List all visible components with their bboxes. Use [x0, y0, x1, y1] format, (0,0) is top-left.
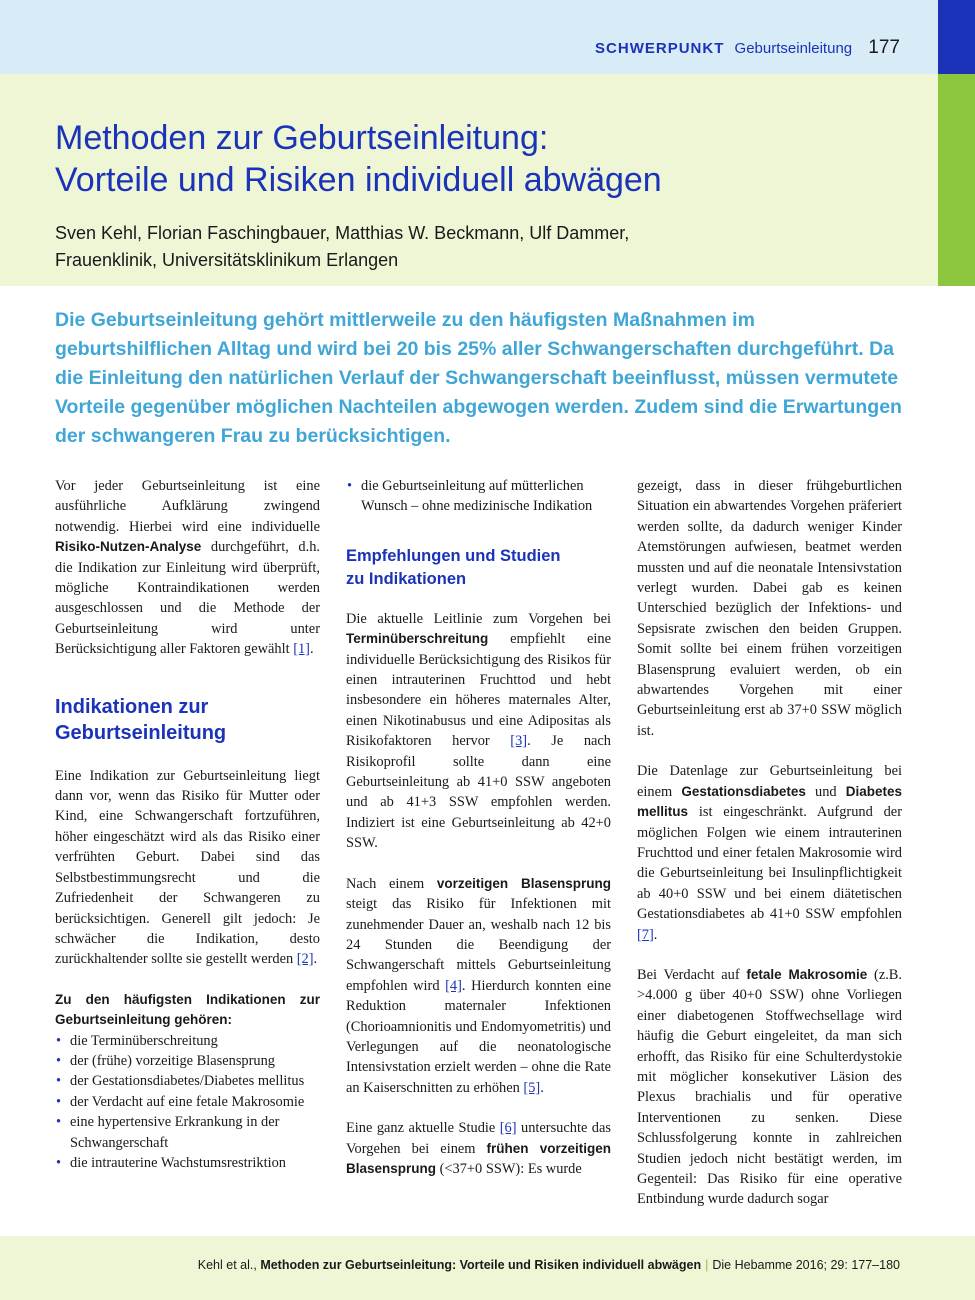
list-item: • der (frühe) vorzeitige Blasensprung	[55, 1051, 320, 1071]
list-item: • der Verdacht auf eine fetale Makrosomie	[55, 1092, 320, 1112]
footer-authors: Kehl et al.,	[197, 1258, 261, 1272]
footer-journal: Die Hebamme 2016; 29: 177–180	[712, 1258, 900, 1272]
authors-line: Sven Kehl, Florian Faschingbauer, Matthias W. Beckmann, Ulf Dammer,	[55, 223, 630, 243]
keyword: Risiko-Nutzen-Analyse	[55, 539, 202, 555]
reference-link[interactable]: [4]	[445, 977, 462, 994]
bullet-icon: •	[56, 1114, 62, 1131]
list-item: • der Gestationsdiabetes/Diabetes mellitus	[55, 1071, 320, 1091]
list-item: • die Terminüberschreitung	[55, 1031, 320, 1051]
running-head	[595, 38, 900, 59]
author-block	[55, 220, 915, 274]
body-paragraph: Die Datenlage zur Geburtseinleitung bei einem Gestationsdiabetes und Diabetes mellitus ist eingeschränkt. Aufgrund der möglichen Folgen wie einem intrauterinen Fruchttod und einer fetalen Makrosomie wird die Geburtseinleitung bei Insulinpflichtigkeit ab 40+0 SSW und bei einem diätetischen Gestationsdiabetes ab 41+0 SSW empfohlen [7].	[637, 763, 903, 943]
page-number: 177	[868, 37, 900, 58]
keyword: vorzeitigen Blasensprung	[436, 875, 611, 891]
body-paragraph: Die aktuelle Leitlinie zum Vorgehen bei Terminüberschreitung empfiehlt eine individuelle Berücksichtigung des Risikos für einen intrauterinen Fruchttod und hebt insbesondere ein höheres maternales Alter, einen Nikotinabusus und eine Adipositas als Risikofaktoren hervor [3]. Je nach Risikoprofil sollte dann eine Geburtseinleitung ab 41+0 SSW angeboten und ab 41+3 SSW empfohlen werden. Indiziert ist eine Geburtseinleitung ab 42+0 SSW.	[346, 610, 611, 852]
title-line-1: Methoden zur Geburtseinleitung:	[55, 119, 549, 157]
body-paragraph: Eine Indikation zur Geburtseinleitung liegt dann vor, wenn das Risiko für Mutter oder Kind, eine Schwangerschaft fortzuführen, höher eingeschätzt wird als das Risiko einer verfrühten Geburt. Dabei sind das Selbstbestimmungsrecht und die Zufriedenheit der Schwangeren zu berücksichtigen. Generell gilt jedoch: Je schwächer die Indikation, desto zurückhaltender sollte sie gestellt werden [2].	[55, 767, 320, 968]
keyword: Diabetes mellitus	[637, 783, 903, 820]
reference-link[interactable]: [7]	[637, 926, 654, 943]
list-item: • die intrauterine Wachstumsrestriktion	[55, 1153, 320, 1173]
indications-list	[55, 1031, 320, 1174]
reference-link[interactable]: [6]	[499, 1120, 517, 1137]
keyword: Terminüberschreitung	[346, 631, 489, 647]
header-band	[0, 0, 938, 74]
body-paragraph: Bei Verdacht auf fetale Makrosomie (z.B. >4.000 g über 40+0 SSW) ohne Vorliegen einer diabetogenen Stoffwechsellage wird häufig die Geburt eingeleitet, da man sich erhofft, das Risiko für eine Schulterdystokie mit möglicher konsekutiver Läsion des Plexus brachialis und für operative Interventionen zu senken. Diese Schlussfolgerung konnte in zahlreichen Studien jedoch nicht bestätigt werden, im Gegenteil: Das Risiko für eine operative Entbindung wurde dadurch sogar	[637, 966, 903, 1208]
keyword: fetale Makrosomie	[746, 966, 868, 982]
lead-paragraph: Die Geburtseinleitung gehört mittlerweile zu den häufigsten Maßnahmen im geburtshilflichen Alltag und wird bei 20 bis 25% aller Schwangerschaften durchgeführt. Da die Einleitung den natürlichen Verlauf der Schwangerschaft beeinflusst, müssen vermutete Vorteile gegenüber möglichen Nachteilen abgewogen werden. Zudem sind die Erwartungen der schwangeren Frau zu berücksichtigen.	[55, 309, 902, 447]
bullet-icon: •	[56, 1073, 62, 1090]
page-footer	[198, 1256, 900, 1274]
section-tab-green	[938, 74, 975, 286]
bullet-icon: •	[56, 1032, 62, 1049]
bullet-icon: •	[56, 1093, 62, 1110]
footer-separator: |	[705, 1258, 709, 1272]
affiliation-line: Frauenklinik, Universitätsklinikum Erlangen	[55, 250, 399, 270]
article-title	[55, 117, 915, 201]
list-heading: Zu den häufigsten Indikationen zur Geburtseinleitung gehören:	[55, 991, 320, 1028]
running-head-section: SCHWERPUNKT	[595, 40, 725, 57]
reference-link[interactable]: [5]	[523, 1079, 541, 1096]
keyword: Gestationsdiabetes	[681, 783, 806, 799]
section-tab-blue	[938, 0, 975, 74]
column-3	[637, 476, 902, 1210]
bullet-icon: •	[347, 478, 353, 494]
title-line-2: Vorteile und Risiken individuell abwägen	[55, 161, 662, 199]
indications-list-continued	[346, 476, 611, 517]
list-item: • eine hypertensive Erkrankung in der Schwangerschaft	[56, 1114, 280, 1151]
bullet-icon: •	[56, 1154, 62, 1171]
footer-title: Methoden zur Geburtseinleitung: Vorteile und Risiken individuell abwägen	[260, 1258, 702, 1272]
body-paragraph: Eine ganz aktuelle Studie [6] untersuchte das Vorgehen bei einem frühen vorzeitigen Blasensprung (<37+0 SSW): Es wurde	[346, 1120, 611, 1177]
body-paragraph: gezeigt, dass in dieser frühgeburtlichen Situation ein abwartendes Vorgehen präferiert werden sollte, da dadurch weniger Kinder Atemstörungen aufwiesen, beatmet werden mussten und auf die neonatale Intensivstation verlegt wurden. Dabei gab es keinen Unterschied bezüglich der Infektions- und Sepsisrate zwischen den beiden Gruppen. Somit sollte bei einem frühen vorzeitigen Blasensprung evaluiert werden, ob ein abwartendes Vorgehen mit einer Geburtseinleitung erst ab 37+0 SSW möglich ist.	[637, 478, 902, 739]
reference-link[interactable]: [3]	[510, 733, 528, 750]
list-item: • die Geburtseinleitung auf mütterlichen Wunsch – ohne medizinische Indikation	[347, 478, 593, 515]
intro-paragraph: Vor jeder Geburtseinleitung ist eine ausführliche Aufklärung zwingend notwendig. Hierbei wird eine individuelle Risiko-Nutzen-Analyse durchgeführt, d.h. die Indikation zur Einleitung wird überprüft, mögliche Kontraindikationen werden ausgeschlossen und die Methode der Geburtseinleitung wird unter Berücksichtigung aller Faktoren gewählt [1].	[55, 478, 320, 658]
section-heading-recommendations: Empfehlungen und Studien zu Indikationen	[346, 546, 561, 588]
reference-link[interactable]: [2]	[296, 951, 314, 968]
section-heading-indications: Indikationen zur Geburtseinleitung	[55, 695, 227, 744]
running-head-topic: Geburtseinleitung	[734, 40, 853, 57]
column-2	[346, 476, 611, 1179]
bullet-icon: •	[56, 1052, 62, 1069]
keyword: frühen vorzeitigen Blasensprung	[346, 1140, 611, 1176]
column-1	[55, 476, 320, 1173]
body-paragraph: Nach einem vorzeitigen Blasensprung steigt das Risiko für Infektionen mit zunehmender Dauer an, weshalb nach 12 bis 24 Stunden die Beendigung der Schwangerschaft mittels Geburtseinleitung empfohlen wird [4]. Hierdurch konnten eine Reduktion maternaler Infektionen (Chorioamnionitis und Endomyometritis) und Verlegungen auf die neonatologische Intensivstation erzielt werden – ohne die Rate an Kaiserschnitten zu erhöhen [5].	[346, 875, 611, 1096]
reference-link[interactable]: [1]	[293, 641, 310, 658]
